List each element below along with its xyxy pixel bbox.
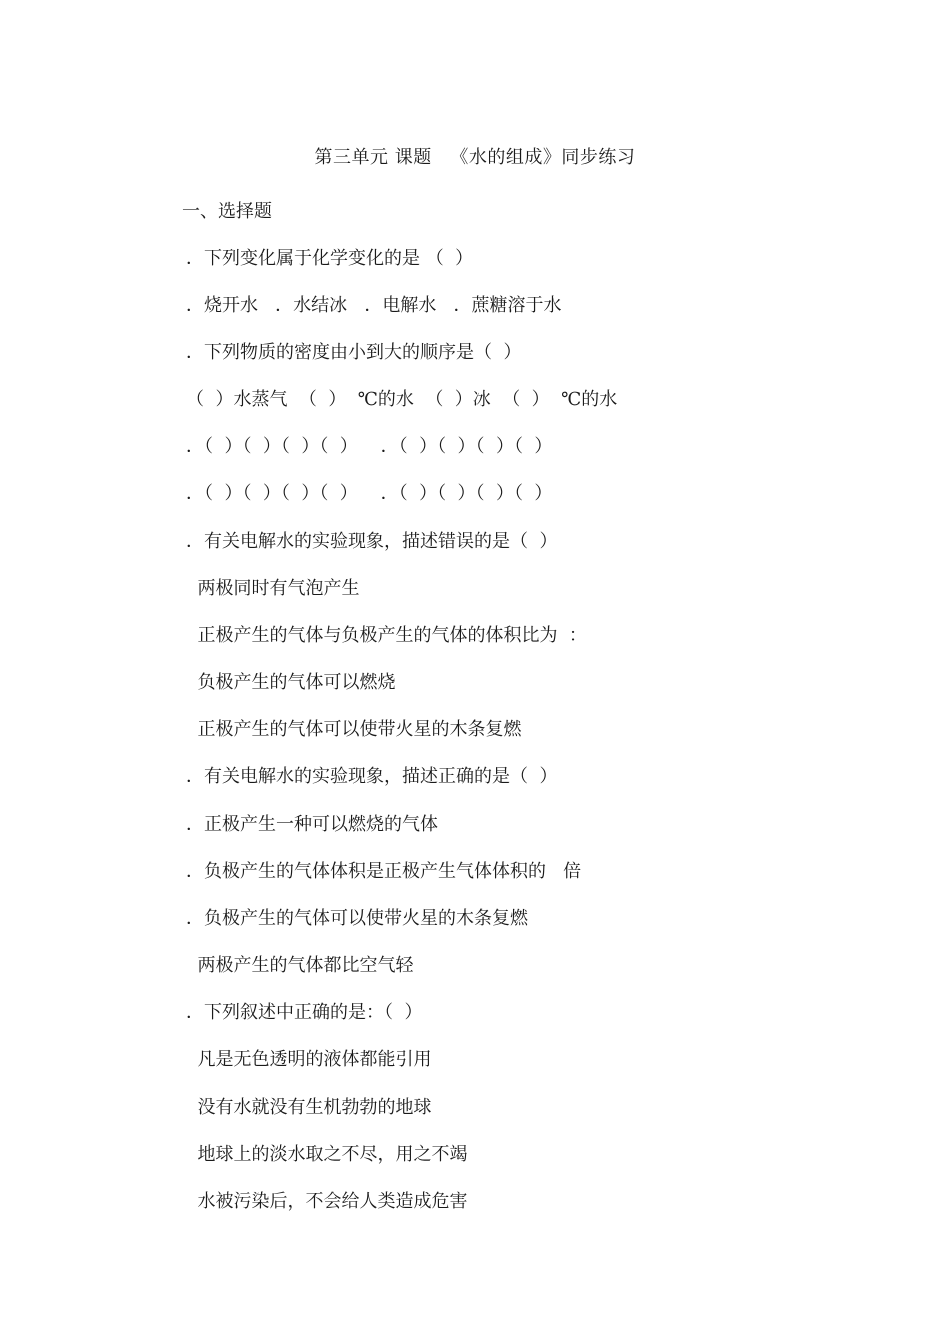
question-4-option-d: 两极产生的气体都比空气轻 [186,955,414,976]
question-1-options: ．烧开水 ．水结冰 ．电解水 ．蔗糖溶于水 [186,295,562,316]
question-3-option-d: 正极产生的气体可以使带火星的木条复燃 [186,719,522,740]
question-2-items: （ ）水蒸气 （ ） ℃的水 （ ）冰 （ ） ℃的水 [186,389,618,410]
question-2-options-ab: ．（ ）（ ）（ ）（ ） ．（ ）（ ）（ ）（ ） [186,436,553,457]
document-title: 第三单元 课题 《水的组成》同步练习 [314,147,636,168]
question-3-option-c: 负极产生的气体可以燃烧 [186,672,396,693]
question-2: ．下列物质的密度由小到大的顺序是（ ） [186,342,522,363]
question-5-option-c: 地球上的淡水取之不尽，用之不竭 [186,1144,468,1165]
question-3-option-a: 两极同时有气泡产生 [186,578,360,599]
question-3: ．有关电解水的实验现象，描述错误的是（ ） [186,531,558,552]
section-heading: 一、选择题 [182,201,272,222]
question-5: ．下列叙述中正确的是：（ ） [186,1002,423,1023]
question-3-option-b: 正极产生的气体与负极产生的气体的体积比为 ： [186,625,587,646]
question-5-option-b: 没有水就没有生机勃勃的地球 [186,1097,432,1118]
question-2-options-cd: ．（ ）（ ）（ ）（ ） ．（ ）（ ）（ ）（ ） [186,483,553,504]
question-1: ．下列变化属于化学变化的是 （ ） [186,248,474,269]
question-4-option-c: ．负极产生的气体可以使带火星的木条复燃 [186,908,528,929]
question-5-option-d: 水被污染后，不会给人类造成危害 [186,1191,468,1212]
question-4-option-b: ．负极产生的气体体积是正极产生气体体积的 倍 [186,861,582,882]
question-5-option-a: 凡是无色透明的液体都能引用 [186,1049,432,1070]
question-4-option-a: ．正极产生一种可以燃烧的气体 [186,814,438,835]
question-4: ．有关电解水的实验现象，描述正确的是（ ） [186,766,558,787]
